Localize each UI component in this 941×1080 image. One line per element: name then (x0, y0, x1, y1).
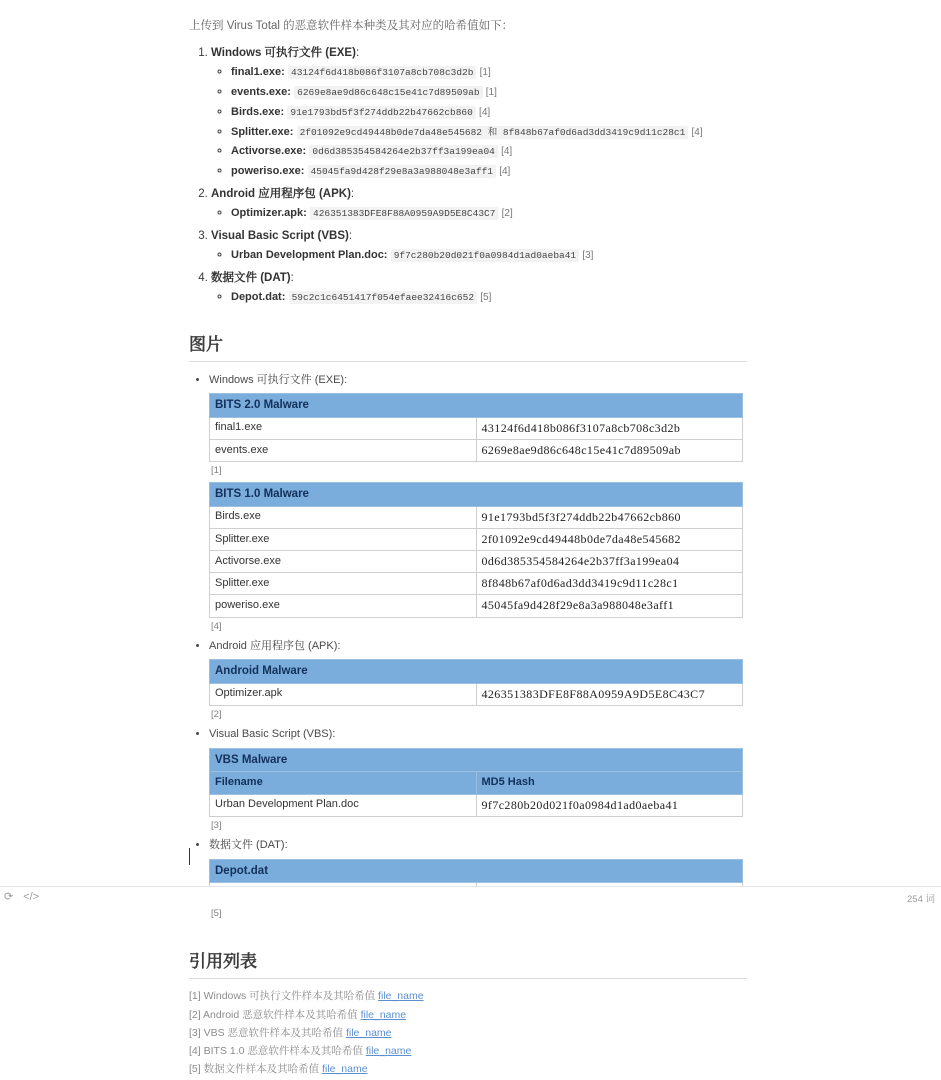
list-item (231, 63, 749, 83)
category-colon: : (350, 187, 355, 200)
group-caption: Android 应用程序包 (APK): (209, 639, 341, 652)
citation-marker: [5] (189, 1063, 201, 1076)
citation-ref[interactable]: [5] (480, 291, 492, 303)
citation-ref[interactable]: [1] (485, 87, 497, 99)
table-row (210, 439, 743, 461)
table-vbs-malware (209, 748, 743, 817)
citation-marker: [3] (189, 1026, 201, 1039)
cell-hash: 43124f6d418b086f3107a8cb708c3d2b (476, 417, 743, 439)
citation-text: Windows 可执行文件样本及其哈希值 (203, 990, 376, 1003)
table-row (210, 794, 743, 816)
list-item (231, 288, 749, 308)
cell-hash: 2f01092e9cd49448b0de7da48e545682 (476, 528, 743, 550)
sample-name: Urban Development Plan.doc: (231, 248, 388, 261)
citation-link[interactable]: file_name (365, 1045, 412, 1058)
list-item (231, 162, 749, 182)
table-header-row (210, 660, 743, 683)
category-item-exe (211, 43, 749, 182)
category-colon: : (348, 229, 353, 242)
sample-name: Birds.exe: (231, 105, 285, 118)
status-bar (0, 886, 941, 908)
column-header-filename: Filename (210, 772, 477, 795)
table-citation-ref[interactable]: [4] (211, 620, 222, 632)
cell-filename: Activorse.exe (210, 550, 477, 572)
image-group-dat (209, 837, 749, 921)
sample-list-dat (211, 288, 749, 308)
intro-paragraph: 上传到 Virus Total 的恶意软件样本种类及其对应的哈希值如下： (189, 20, 514, 32)
citation-ref[interactable]: [1] (479, 67, 491, 79)
citation-text: VBS 恶意软件样本及其哈希值 (203, 1026, 344, 1039)
citation-link[interactable]: file_name (345, 1026, 392, 1039)
cell-hash: 426351383DFE8F88A0959A9D5E8C43C7 (476, 683, 743, 705)
citation-ref[interactable]: [4] (499, 166, 511, 178)
cell-filename: Splitter.exe (210, 573, 477, 595)
table-row (210, 417, 743, 439)
list-item (231, 83, 749, 103)
table-row (210, 683, 743, 705)
table-row (210, 573, 743, 595)
citation-entry (189, 989, 749, 1004)
table-bits1-malware (209, 482, 743, 617)
table-row (210, 528, 743, 550)
table-column-header-row (210, 772, 743, 795)
cell-hash: 91e1793bd5f3f274ddb22b47662cb860 (476, 506, 743, 528)
citation-entry (189, 1008, 749, 1023)
citation-entry (189, 1044, 749, 1059)
citation-ref[interactable]: [3] (582, 249, 594, 261)
category-label: Android 应用程序包 (APK) (211, 187, 351, 200)
sample-hash: 0d6d385354584264e2b37ff3a199ea04 (309, 145, 497, 158)
table-header-row (210, 859, 743, 882)
image-group-apk (209, 638, 749, 722)
sample-name: final1.exe: (231, 66, 285, 79)
sample-list-vbs (211, 246, 749, 266)
category-item-apk (211, 184, 749, 224)
group-caption: Visual Basic Script (VBS): (209, 728, 336, 741)
sample-hash: 91e1793bd5f3f274ddb22b47662cb860 (287, 106, 475, 119)
table-header-row (210, 394, 743, 417)
word-count-label: 254 词 (907, 894, 935, 905)
cell-filename: final1.exe (210, 417, 477, 439)
citation-marker: [4] (189, 1045, 201, 1058)
table-title: Depot.dat (210, 859, 743, 882)
table-header-row (210, 748, 743, 771)
table-title: Android Malware (210, 660, 743, 683)
cell-filename: Birds.exe (210, 506, 477, 528)
cell-hash: 0d6d385354584264e2b37ff3a199ea04 (476, 550, 743, 572)
table-citation-ref[interactable]: [5] (211, 908, 222, 920)
table-title: BITS 1.0 Malware (210, 483, 743, 506)
sample-name: events.exe: (231, 86, 291, 99)
table-citation-ref[interactable]: [3] (211, 819, 222, 831)
citation-ref[interactable]: [4] (479, 106, 491, 118)
cell-hash: 6269e8ae9d86c648c15e41c7d89509ab (476, 439, 743, 461)
citation-ref[interactable]: [4] (501, 146, 513, 158)
citation-link[interactable]: file_name (322, 1063, 368, 1076)
table-citation-ref[interactable]: [1] (211, 465, 222, 476)
cell-hash: 45045fa9d428f29e8a3a988048e3aff1 (476, 595, 743, 617)
category-label: Visual Basic Script (VBS) (211, 229, 349, 242)
sample-name: Activorse.exe: (231, 145, 307, 158)
cell-hash: 8f848b67af0d6ad3dd3419c9d11c28c1 (476, 573, 743, 595)
text-caret (189, 848, 190, 865)
list-item (231, 123, 749, 143)
column-header-md5: MD5 Hash (476, 772, 743, 795)
sample-name: poweriso.exe: (231, 165, 305, 178)
list-item (231, 103, 749, 123)
table-android-malware (209, 659, 743, 706)
table-citation-ref[interactable]: [2] (211, 708, 222, 720)
list-item (231, 246, 749, 266)
sample-hash: 43124f6d418b086f3107a8cb708c3d2b (288, 66, 476, 79)
status-bar-left (4, 890, 39, 904)
image-group-vbs (209, 726, 749, 833)
table-row (210, 595, 743, 617)
citation-entry (189, 1062, 749, 1077)
sample-hash: 9f7c280b20d021f0a0984d1ad0aeba41 (391, 249, 579, 262)
sample-hash: 2f01092e9cd49448b0de7da48e545682 和 8f848b67af0d6ad3dd3419c9d11c28c1 (297, 126, 689, 139)
sample-list-apk (211, 204, 749, 224)
list-item (231, 142, 749, 162)
group-caption: Windows 可执行文件 (EXE): (209, 373, 348, 386)
citation-text: Android 恶意软件样本及其哈希值 (203, 1008, 358, 1021)
table-header-row (210, 483, 743, 506)
citation-marker: [1] (189, 990, 201, 1003)
sample-name: Splitter.exe: (231, 125, 294, 138)
sample-name: Depot.dat: (231, 290, 286, 303)
table-row (210, 550, 743, 572)
category-label: 数据文件 (DAT) (211, 271, 291, 284)
category-label: Windows 可执行文件 (EXE) (211, 47, 356, 60)
page-title-citations: 引用列表 (189, 947, 747, 979)
citation-link[interactable]: file_name (360, 1008, 407, 1021)
list-item (231, 204, 749, 224)
cell-filename: events.exe (210, 439, 477, 461)
cell-filename: Urban Development Plan.doc (210, 794, 477, 816)
sample-list-exe (211, 63, 749, 182)
cell-filename: Optimizer.apk (210, 683, 477, 705)
table-title: VBS Malware (210, 748, 743, 771)
category-colon: : (290, 271, 294, 284)
sample-hash: 426351383DFE8F88A0959A9D5E8C43C7 (310, 207, 498, 220)
category-item-dat (211, 268, 749, 308)
cell-filename: Splitter.exe (210, 528, 477, 550)
sample-hash: 6269e8ae9d86c648c15e41c7d89509ab (294, 86, 482, 99)
document-content (189, 18, 749, 1080)
page-title-images: 图片 (189, 330, 747, 362)
sync-icon[interactable]: ⟳ (4, 891, 14, 903)
sample-name: Optimizer.apk: (231, 207, 307, 220)
citation-text: BITS 1.0 恶意软件样本及其哈希值 (203, 1045, 363, 1058)
source-code-icon[interactable]: </> (23, 891, 40, 903)
cell-hash: 9f7c280b20d021f0a0984d1ad0aeba41 (476, 794, 743, 816)
cell-filename: poweriso.exe (210, 595, 477, 617)
citation-marker: [2] (189, 1008, 201, 1021)
citation-ref[interactable]: [4] (691, 126, 703, 138)
table-row (210, 506, 743, 528)
table-bits2-malware (209, 393, 743, 462)
table-title: BITS 2.0 Malware (210, 394, 743, 417)
citation-entry (189, 1026, 749, 1041)
image-group-list (189, 372, 749, 922)
group-caption: 数据文件 (DAT): (209, 839, 288, 852)
sample-hash: 59c2c1c6451417f054efaee32416c652 (289, 291, 477, 304)
category-colon: : (355, 47, 360, 60)
malware-category-list (189, 43, 749, 307)
image-group-exe (209, 372, 749, 634)
sample-hash: 45045fa9d428f29e8a3a988048e3aff1 (308, 165, 496, 178)
citation-text: 数据文件样本及其哈希值 (203, 1063, 320, 1076)
citation-link[interactable]: file_name (378, 990, 424, 1003)
citation-ref[interactable]: [2] (501, 208, 513, 220)
category-item-vbs (211, 226, 749, 266)
